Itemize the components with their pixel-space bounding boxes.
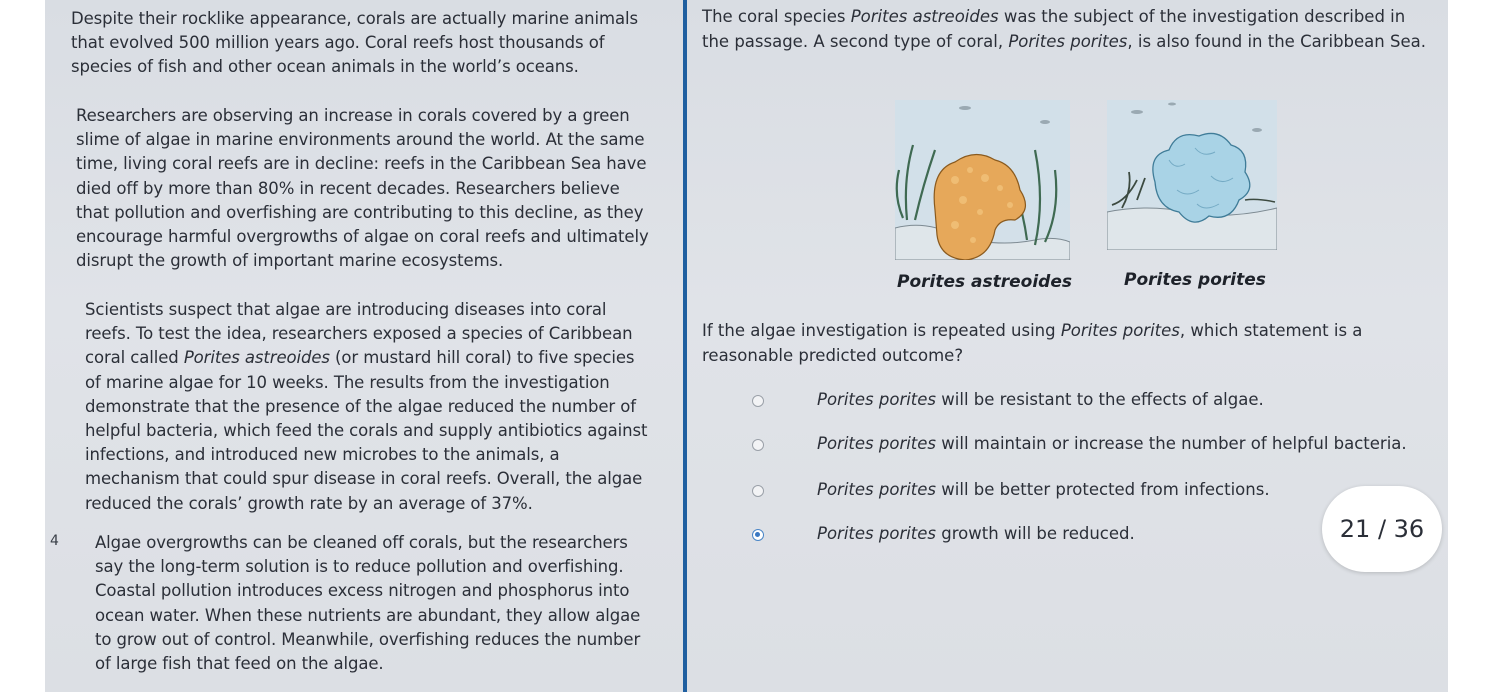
question-species: Porites porites — [1060, 321, 1180, 340]
page-counter: 21 / 36 — [1322, 486, 1442, 572]
option-3-label — [817, 480, 1270, 499]
option-2-species: Porites porites — [817, 434, 937, 453]
caption-porites-astreoides: Porites astreoides — [897, 272, 1072, 292]
test-screen — [45, 0, 1448, 692]
answer-option-2[interactable] — [712, 434, 1412, 460]
option-1-text: will be resistant to the effects of algae. — [936, 390, 1264, 409]
reading-passage — [45, 0, 681, 692]
radio-button-2[interactable] — [752, 439, 764, 451]
passage-paragraph-4: Algae overgrowths can be cleaned off corals, but the researchers say the long-term solution is to reduce pollution and overfishing. Coastal pollution introduces excess nitrogen and phosphorus into ocean water. When these nutrients are abundant, they allow algae to grow out of control. Meanwhile, overfishing reduces the number of large fish that feed on the algae. — [95, 533, 641, 674]
intro-after: , is also found in the Caribbean Sea. — [1127, 32, 1426, 51]
radio-button-1[interactable] — [752, 395, 764, 407]
answer-option-1[interactable] — [712, 390, 1412, 416]
intro-species: Porites astreoides — [850, 7, 999, 26]
intro-species-2: Porites porites — [1008, 32, 1128, 51]
option-4-label — [817, 524, 1135, 543]
option-4-species: Porites porites — [817, 524, 937, 543]
option-2-text: will maintain or increase the number of helpful bacteria. — [936, 434, 1407, 453]
passage-paragraph-3 — [85, 298, 655, 516]
question-intro — [702, 4, 1432, 54]
intro-before: The coral species — [702, 7, 851, 26]
radio-button-3[interactable] — [752, 485, 764, 497]
option-3-species: Porites porites — [817, 480, 937, 499]
porites-astreoides-image — [895, 100, 1070, 260]
option-3-text: will be better protected from infections. — [936, 480, 1270, 499]
option-1-label — [817, 390, 1264, 409]
paragraph-number-4: 4 — [50, 533, 59, 549]
question-text — [702, 318, 1442, 368]
question-before: If the algae investigation is repeated using — [702, 321, 1061, 340]
question-after: , which statement is a reasonable predicted outcome? — [702, 321, 1363, 365]
p3-text-before: Scientists suspect that algae are introducing diseases into coral reefs. To test the idea, researchers exposed a species of Caribbean coral called — [85, 300, 633, 368]
porites-porites-image — [1107, 100, 1277, 250]
p3-text-after: (or mustard hill coral) to five species of marine algae for 10 weeks. The results from the investigation demonstrate that the presence of the algae reduced the number of helpful bacteria, which feed the corals and supply antibiotics against infections, and introduced new microbes to the animals, a mechanism that could spur disease in coral reefs. Overall, the algae reduced the corals’ growth rate by an average of 37%. — [85, 348, 648, 513]
p3-species: Porites astreoides — [183, 348, 330, 368]
question-pane — [687, 0, 1448, 692]
answer-option-3[interactable] — [712, 480, 1412, 506]
passage-paragraph-2: Researchers are observing an increase in corals covered by a green slime of algae in marine environments around the world. At the same time, living coral reefs are in decline: reefs in the Caribbean Sea have died off by more than 80% in recent decades. Researchers believe that pollution and overfishing are contributing to this decline, as they encourage harmful overgrowths of algae on coral reefs and ultimately disrupt the growth of important marine ecosystems. — [76, 106, 649, 271]
caption-porites-porites: Porites porites — [1124, 270, 1266, 290]
answer-option-4[interactable] — [712, 524, 1412, 550]
option-2-label — [817, 434, 1407, 453]
option-1-species: Porites porites — [817, 390, 937, 409]
option-4-text: growth will be reduced. — [936, 524, 1135, 543]
intro-middle: was the subject of the investigation described in the passage. A second type of coral, — [702, 7, 1406, 51]
radio-button-4-selected[interactable] — [752, 529, 764, 541]
passage-paragraph-1: Despite their rocklike appearance, corals are actually marine animals that evolved 500 million years ago. Coral reefs host thousands of species of fish and other ocean animals in the world’s oceans. — [71, 9, 638, 77]
